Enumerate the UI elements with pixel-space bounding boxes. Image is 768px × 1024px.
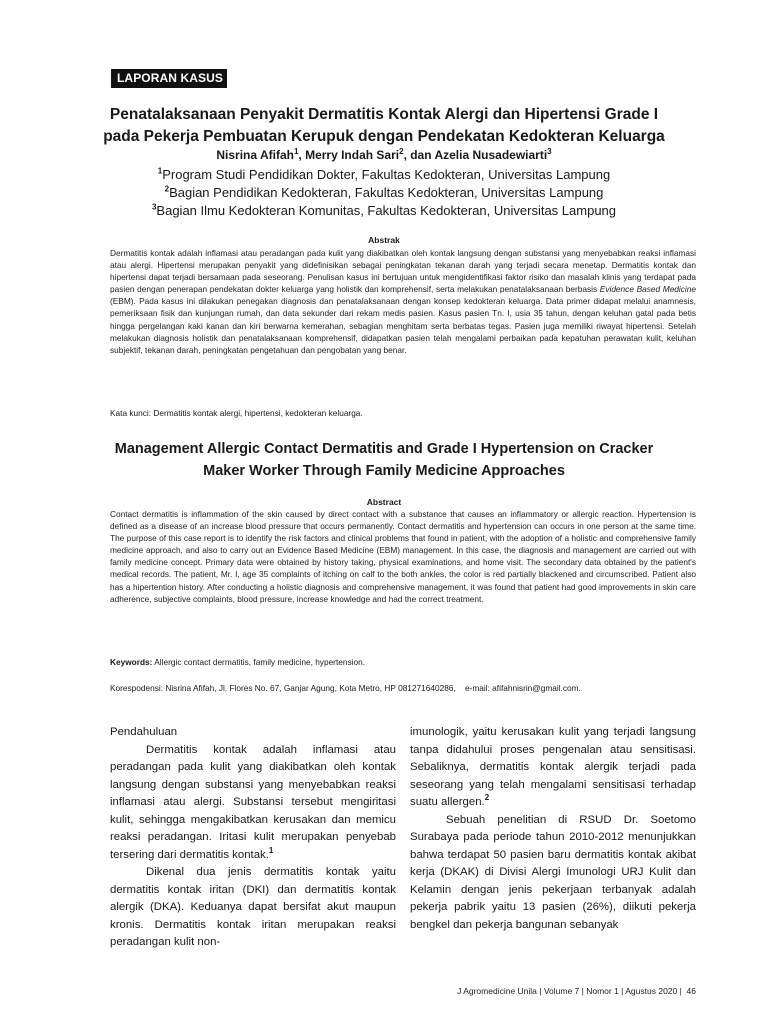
kata-kunci-label: Kata kunci xyxy=(110,408,149,418)
kata-kunci-text: : Dermatitis kontak alergi, hipertensi, kedokteran keluarga. xyxy=(148,408,363,418)
author-list xyxy=(100,148,668,163)
affiliation-1-text: Program Studi Pendidikan Dokter, Fakultas Kedokteran, Universitas Lampung xyxy=(162,167,611,182)
kata-kunci xyxy=(110,408,696,419)
section-heading: Pendahuluan xyxy=(110,726,178,738)
citation-mark: 2 xyxy=(484,793,490,803)
affiliation-2-text: Bagian Pendidikan Kedokteran, Fakultas Kedokteran, Universitas Lampung xyxy=(169,185,604,200)
title-indonesian: Penatalaksanaan Penyakit Dermatitis Kontak Alergi dan Hipertensi Grade I pada Pekerja Pembuatan Kerupuk dengan Pendekatan Kedokteran Keluarga xyxy=(103,106,665,145)
citation-mark: 1 xyxy=(268,845,274,855)
article-type-badge: LAPORAN KASUS xyxy=(111,69,227,88)
affiliation-3 xyxy=(100,202,668,219)
column-left xyxy=(110,724,396,952)
title-english: Management Allergic Contact Dermatitis and Grade I Hypertension on Cracker Maker Worker Through Family Medicine Approaches xyxy=(114,441,654,479)
column-right xyxy=(410,724,696,934)
paragraph xyxy=(410,724,696,812)
paragraph: Sebuah penelitian di RSUD Dr. Soetomo Surabaya pada periode tahun 2010-2012 menunjukkan bahwa terdapat 50 pasien baru dermatitis kontak akibat kerja (DKAK) di Divisi Alergi Imunologi URJ Kulit dan Kelamin dengan jenis pekerjaan terbanyak adalah pekerja pabrik yaitu 13 pasien (26%), diikuti pekerja bengkel dan pekerja bangunan sebanyak xyxy=(410,813,696,931)
author-1-mark: 1 xyxy=(293,147,299,156)
keywords-label: Keywords: xyxy=(110,657,153,667)
abstract-heading: Abstract xyxy=(366,497,402,507)
abstract-body: Contact dermatitis is inflammation of the skin caused by direct contact with a substance that causes an inflammatory or allergic reaction. Hypertension is defined as a disease of an increase blood pressure that occurs permanently. Contact dermatitis and hypertension can occurs in one person at the same time. The purpose of this case report is to identify the risk factors and clinical problems that found in patient, with the adoption of a holistic and comprehensive family medicine approach, and also to carry out an Evidence Based Medicine (EBM) management. In this case, the diagnosis and management are carried out with family medicine concept. Primary data were obtained by history taking, physical examinations, and home visit. The secondary data obtained by the patient's medical records. The patient, Mr. I, age 35 complaints of itching on calf to the both ankles, the color is red partially blackened and circumscribed. Patient also has a hipertention history. After conducting a holistic diagnosis and comprehensive management, it was found that patient had good improvements in skin care adherence, subjective complaints, blood pressure, increase knowledge and had the correct treatment. xyxy=(110,509,696,604)
paragraph-text: imunologik, yaitu kerusakan kulit yang terjadi langsung tanpa didahului proses pengenalan atau sensitisasi. Sebaliknya, dermatitis kontak alergik terjadi pada seseorang yang telah mengalami sensitisasi terhadap suatu allergen. xyxy=(410,726,696,808)
journal-footer: J Agromedicine Unila | Volume 7 | Nomor 1 | Agustus 2020 | 46 xyxy=(457,986,696,996)
author-1: Nisrina Afifah xyxy=(216,148,294,162)
abstrak-heading: Abstrak xyxy=(368,235,400,245)
author-2-mark: 2 xyxy=(399,147,404,156)
paragraph xyxy=(110,742,396,865)
correspondence: Korespodensi: Nisrina Afifah, Jl. Flores No. 67, Ganjar Agung, Kota Metro, HP 081271640286, e-mail: afifahnisrin@gmail.com. xyxy=(110,683,581,693)
affiliation-3-mark: 3 xyxy=(151,202,157,212)
abstrak-text-1: Dermatitis kontak adalah inflamasi atau peradangan pada kulit yang diakibatkan oleh kontak langsung dengan substansi yang menyebabkan reaksi inflamasi atau alergi. Hipertensi merupakan penyakit yang didefinisikan sebagai peningkatan tekanan darah yang terjadi secara menetap. Dermatitis kontak dan hipertensi dapat terjadi bersamaan pada seseorang. Penulisan kasus ini bertujuan untuk mengidentifikasi faktor risiko dan masalah klinis yang terdapat pada pasien dengan penerapan pendekatan dokter keluarga yang holistik dan komprehensif, serta melakukan penatalaksanaan berbasis xyxy=(110,248,696,295)
abstrak-text-2: (EBM). Pada kasus ini dilakukan penegakan diagnosis dan penatalaksanaan dengan konsep kedokteran keluarga. Data primer didapat melalui anamnesis, pemeriksaan fisik dan kunjungan rumah, dan data sekunder dari rekam medis pasien. Kasus pasien Tn. I, usia 35 tahun, dengan keluhan gatal pada betis hingga pergelangan kaki kanan dan kiri berwarna kemerahan, sebagian menghitam serta berbatas tegas. Pasien juga memiliki riwayat hipertensi. Setelah melakukan diagnosis holistik dan penatalaksanaan komprehensif, didapatkan pasien telah mengalami perbaikan pada kepatuhan perawatan kulit, keluhan subjektif, tekanan darah, peningkatan pengetahuan dan pengobatan yang benar. xyxy=(110,296,696,355)
affiliation-3-text: Bagian Ilmu Kedokteran Komunitas, Fakultas Kedokteran, Universitas Lampung xyxy=(156,203,617,218)
paragraph-text: Dermatitis kontak adalah inflamasi atau peradangan pada kulit yang diakibatkan oleh kontak langsung dengan substansi yang menyebabkan reaksi inflamasi atau alergi. Substansi tersebut mengiritasi kulit, sehingga mengakibatkan kerusakan dan memicu reaksi peradangan. Iritasi kulit merupakan penyebab tersering dari dermatitis kontak. xyxy=(110,743,396,861)
author-3-mark: 3 xyxy=(547,147,552,156)
abstrak-text-italic: Evidence Based Medicine xyxy=(599,284,696,295)
author-3: , dan Azelia Nusadewiarti xyxy=(403,148,548,162)
affiliation-1 xyxy=(100,166,668,183)
affiliation-2 xyxy=(100,184,668,201)
abstrak-body xyxy=(110,247,696,356)
keywords xyxy=(110,657,696,668)
paragraph: Dikenal dua jenis dermatitis kontak yaitu dermatitis kontak iritan (DKI) dan dermatitis kontak alergik (DKA). Keduanya dapat bersifat akut maupun kronis. Dermatitis kontak iritan merupakan reaksi peradangan kulit non- xyxy=(110,866,396,948)
keywords-text: Allergic contact dermatitis, family medicine, hypertension. xyxy=(152,657,366,667)
affiliation-1-mark: 1 xyxy=(157,166,163,176)
author-2: , Merry Indah Sari xyxy=(298,148,400,162)
affiliation-2-mark: 2 xyxy=(164,184,170,194)
